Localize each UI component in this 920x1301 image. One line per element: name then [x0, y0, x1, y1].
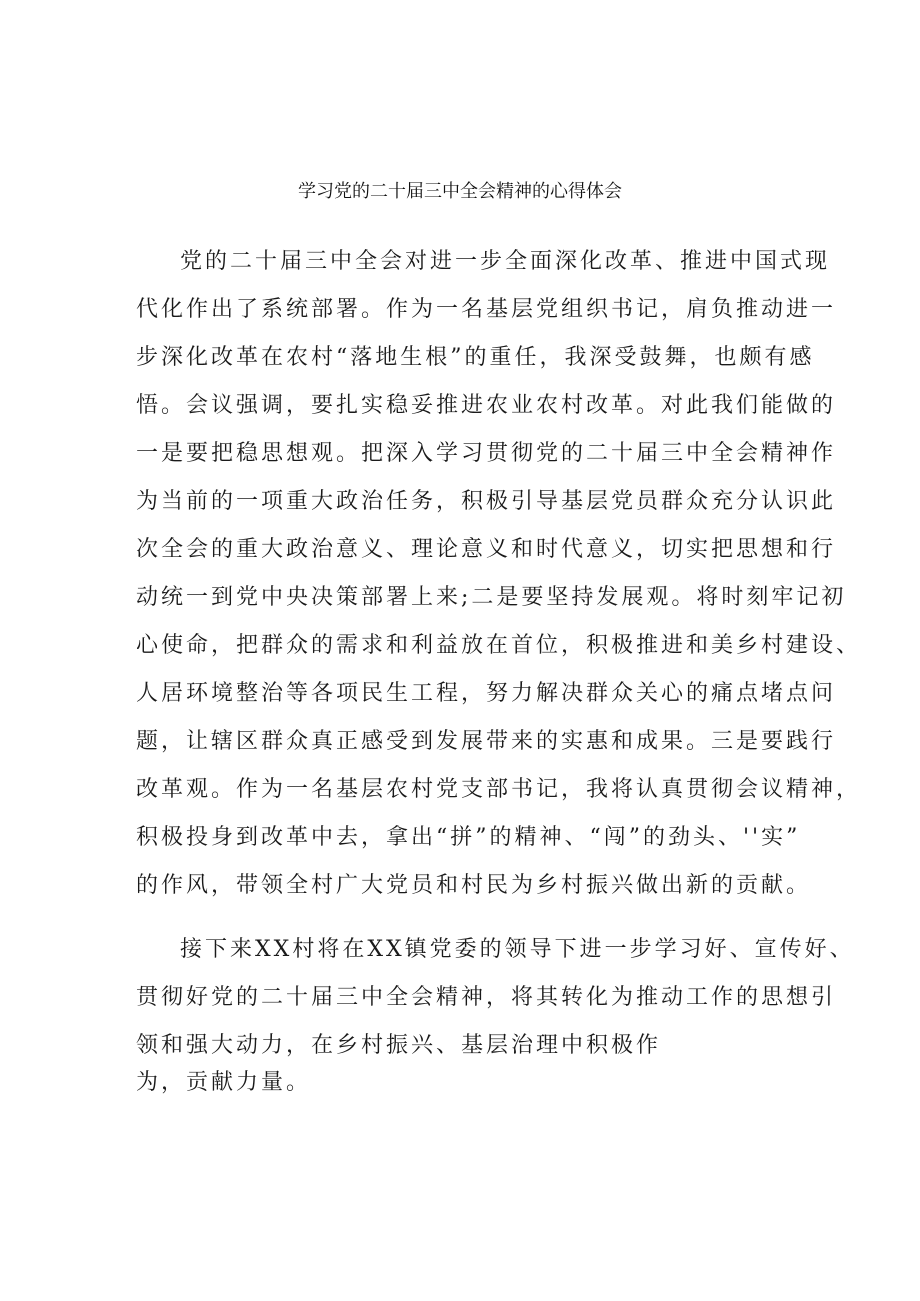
- text-line: 积极投身到改革中去，拿出“拼”的精神、“闯”的劲头、''实”: [136, 825, 801, 850]
- text-line: 为，贡献力量。: [136, 1070, 312, 1095]
- text-line: 改革观。作为一名基层农村党支部书记，我将认真贯彻会议精神，: [136, 777, 862, 802]
- text-line: 一是要把稳思想观。把深入学习贯彻党的二十届三中全会精神作: [136, 441, 837, 466]
- text-line: 心使命，把群众的需求和利益放在首位，积极推进和美乡村建设、: [136, 633, 862, 658]
- text-line: 为当前的一项重大政治任务，积极引导基层党员群众充分认识此: [136, 489, 837, 514]
- text-line: 悟。会议强调，要扎实稳妥推进农业农村改革。对此我们能做的: [136, 393, 837, 418]
- text-line: 接下来XX村将在XX镇党委的领导下进一步学习好、宣传好、: [180, 937, 855, 962]
- text-line: 题，让辖区群众真正感受到发展带来的实惠和成果。三是要践行: [136, 729, 837, 754]
- document-title: 学习党的二十届三中全会精神的心得体会: [298, 181, 622, 202]
- text-line: 步深化改革在农村“落地生根”的重任，我深受鼓舞，也颇有感: [136, 345, 815, 370]
- text-line: 动统一到党中央决策部署上来;二是要坚持发展观。将时刻牢记初: [136, 585, 847, 610]
- text-line: 贯彻好党的二十届三中全会精神，将其转化为推动工作的思想引: [136, 985, 837, 1010]
- text-line: 次全会的重大政治意义、理论意义和时代意义，切实把思想和行: [136, 537, 837, 562]
- text-line: 的作风，带领全村广大党员和村民为乡村振兴做出新的贡献。: [136, 873, 812, 898]
- text-line: 代化作出了系统部署。作为一名基层党组织书记，肩负推动进一: [136, 297, 837, 322]
- text-line: 人居环境整治等各项民生工程，努力解决群众关心的痛点堵点问: [136, 681, 837, 706]
- text-line: 领和强大动力，在乡村振兴、基层治理中积极作: [136, 1033, 662, 1058]
- text-line: 党的二十届三中全会对进一步全面深化改革、推进中国式现: [180, 249, 831, 274]
